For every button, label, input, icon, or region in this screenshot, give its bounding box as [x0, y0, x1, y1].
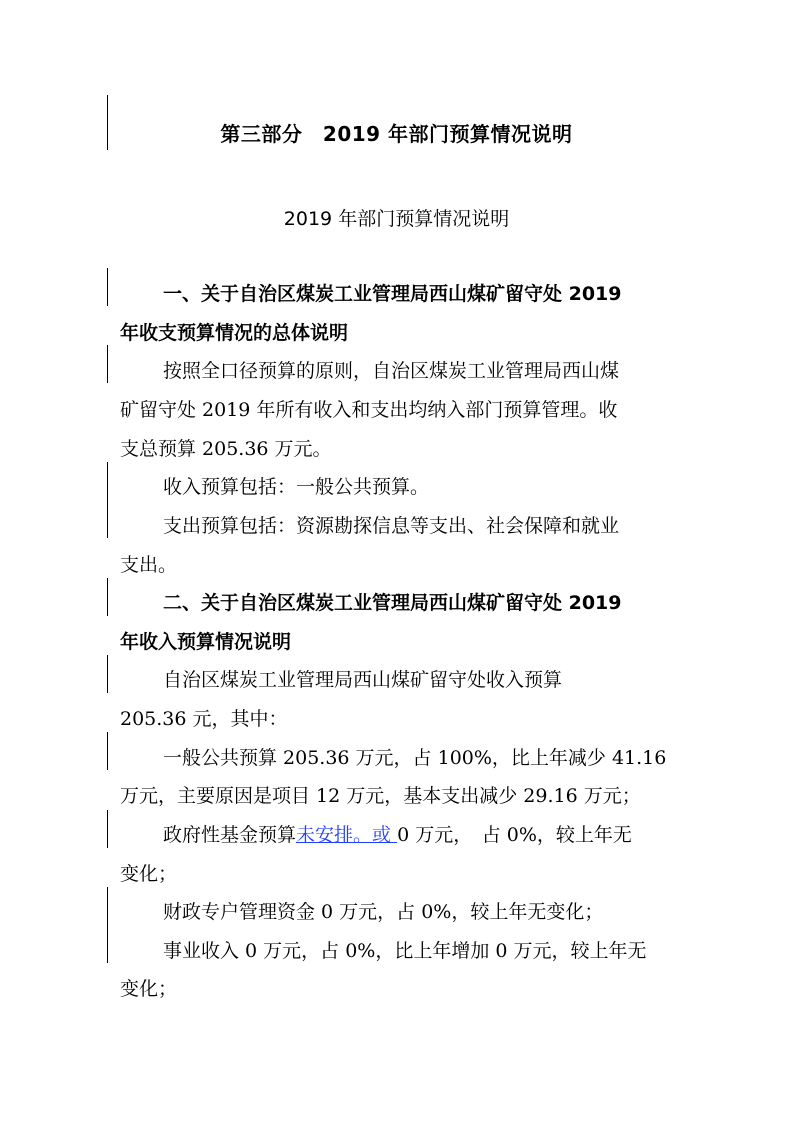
- part-title: 第三部分 2019 年部门预算情况说明: [220, 122, 573, 146]
- section2-paragraph5-line2: 变化；: [120, 978, 178, 1000]
- section2-heading-line2: 年收入预算情况说明: [120, 631, 292, 653]
- change-bar: [107, 732, 108, 770]
- change-bar: [107, 810, 108, 848]
- change-bar: [107, 345, 108, 383]
- section2-paragraph4: 财政专户管理资金 0 万元，占 0%，较上年无变化；: [163, 901, 604, 923]
- change-bar: [107, 578, 108, 616]
- section1-paragraph1-line2: 矿留守处 2019 年所有收入和支出均纳入部门预算管理。收: [120, 399, 618, 421]
- section2-heading-line1: 二、关于自治区煤炭工业管理局西山煤矿留守处 2019: [163, 592, 622, 614]
- section1-paragraph3-line1: 支出预算包括：资源勘探信息等支出、社会保障和就业: [163, 515, 620, 537]
- section1-heading-line2: 年收支预算情况的总体说明: [120, 322, 349, 344]
- fund-budget-label: 政府性基金预算: [163, 824, 297, 846]
- change-bar: [107, 887, 108, 963]
- section1-heading-line1: 一、关于自治区煤炭工业管理局西山煤矿留守处 2019: [163, 283, 622, 305]
- section1-paragraph1-line1: 按照全口径预算的原则，自治区煤炭工业管理局西山煤: [163, 360, 620, 382]
- section2-paragraph1-line1: 自治区煤炭工业管理局西山煤矿留守处收入预算: [163, 669, 563, 691]
- section2-paragraph2-line2: 万元，主要原因是项目 12 万元，基本支出减少 29.16 万元；: [120, 785, 641, 807]
- change-bar: [107, 655, 108, 693]
- section2-paragraph5-line1: 事业收入 0 万元，占 0%，比上年增加 0 万元，较上年无: [163, 940, 647, 962]
- section1-paragraph2: 收入预算包括：一般公共预算。: [163, 476, 430, 498]
- section2-paragraph1-line2: 205.36 元，其中：: [120, 708, 288, 730]
- tracked-change-link[interactable]: 未安排。或: [296, 824, 398, 846]
- section2-paragraph2-line1: 一般公共预算 205.36 万元，占 100%，比上年减少 41.16: [163, 747, 667, 769]
- section2-paragraph3-line2: 变化；: [120, 863, 178, 885]
- change-bar: [107, 462, 108, 538]
- fund-budget-value: 0 万元， 占 0%，较上年无: [397, 824, 632, 846]
- change-bar: [107, 268, 108, 306]
- section2-paragraph3-line1: [163, 823, 632, 847]
- section-subtitle: 2019 年部门预算情况说明: [283, 208, 510, 230]
- section1-paragraph1-line3: 支总预算 205.36 万元。: [120, 438, 332, 460]
- section1-paragraph3-line2: 支出。: [120, 554, 178, 576]
